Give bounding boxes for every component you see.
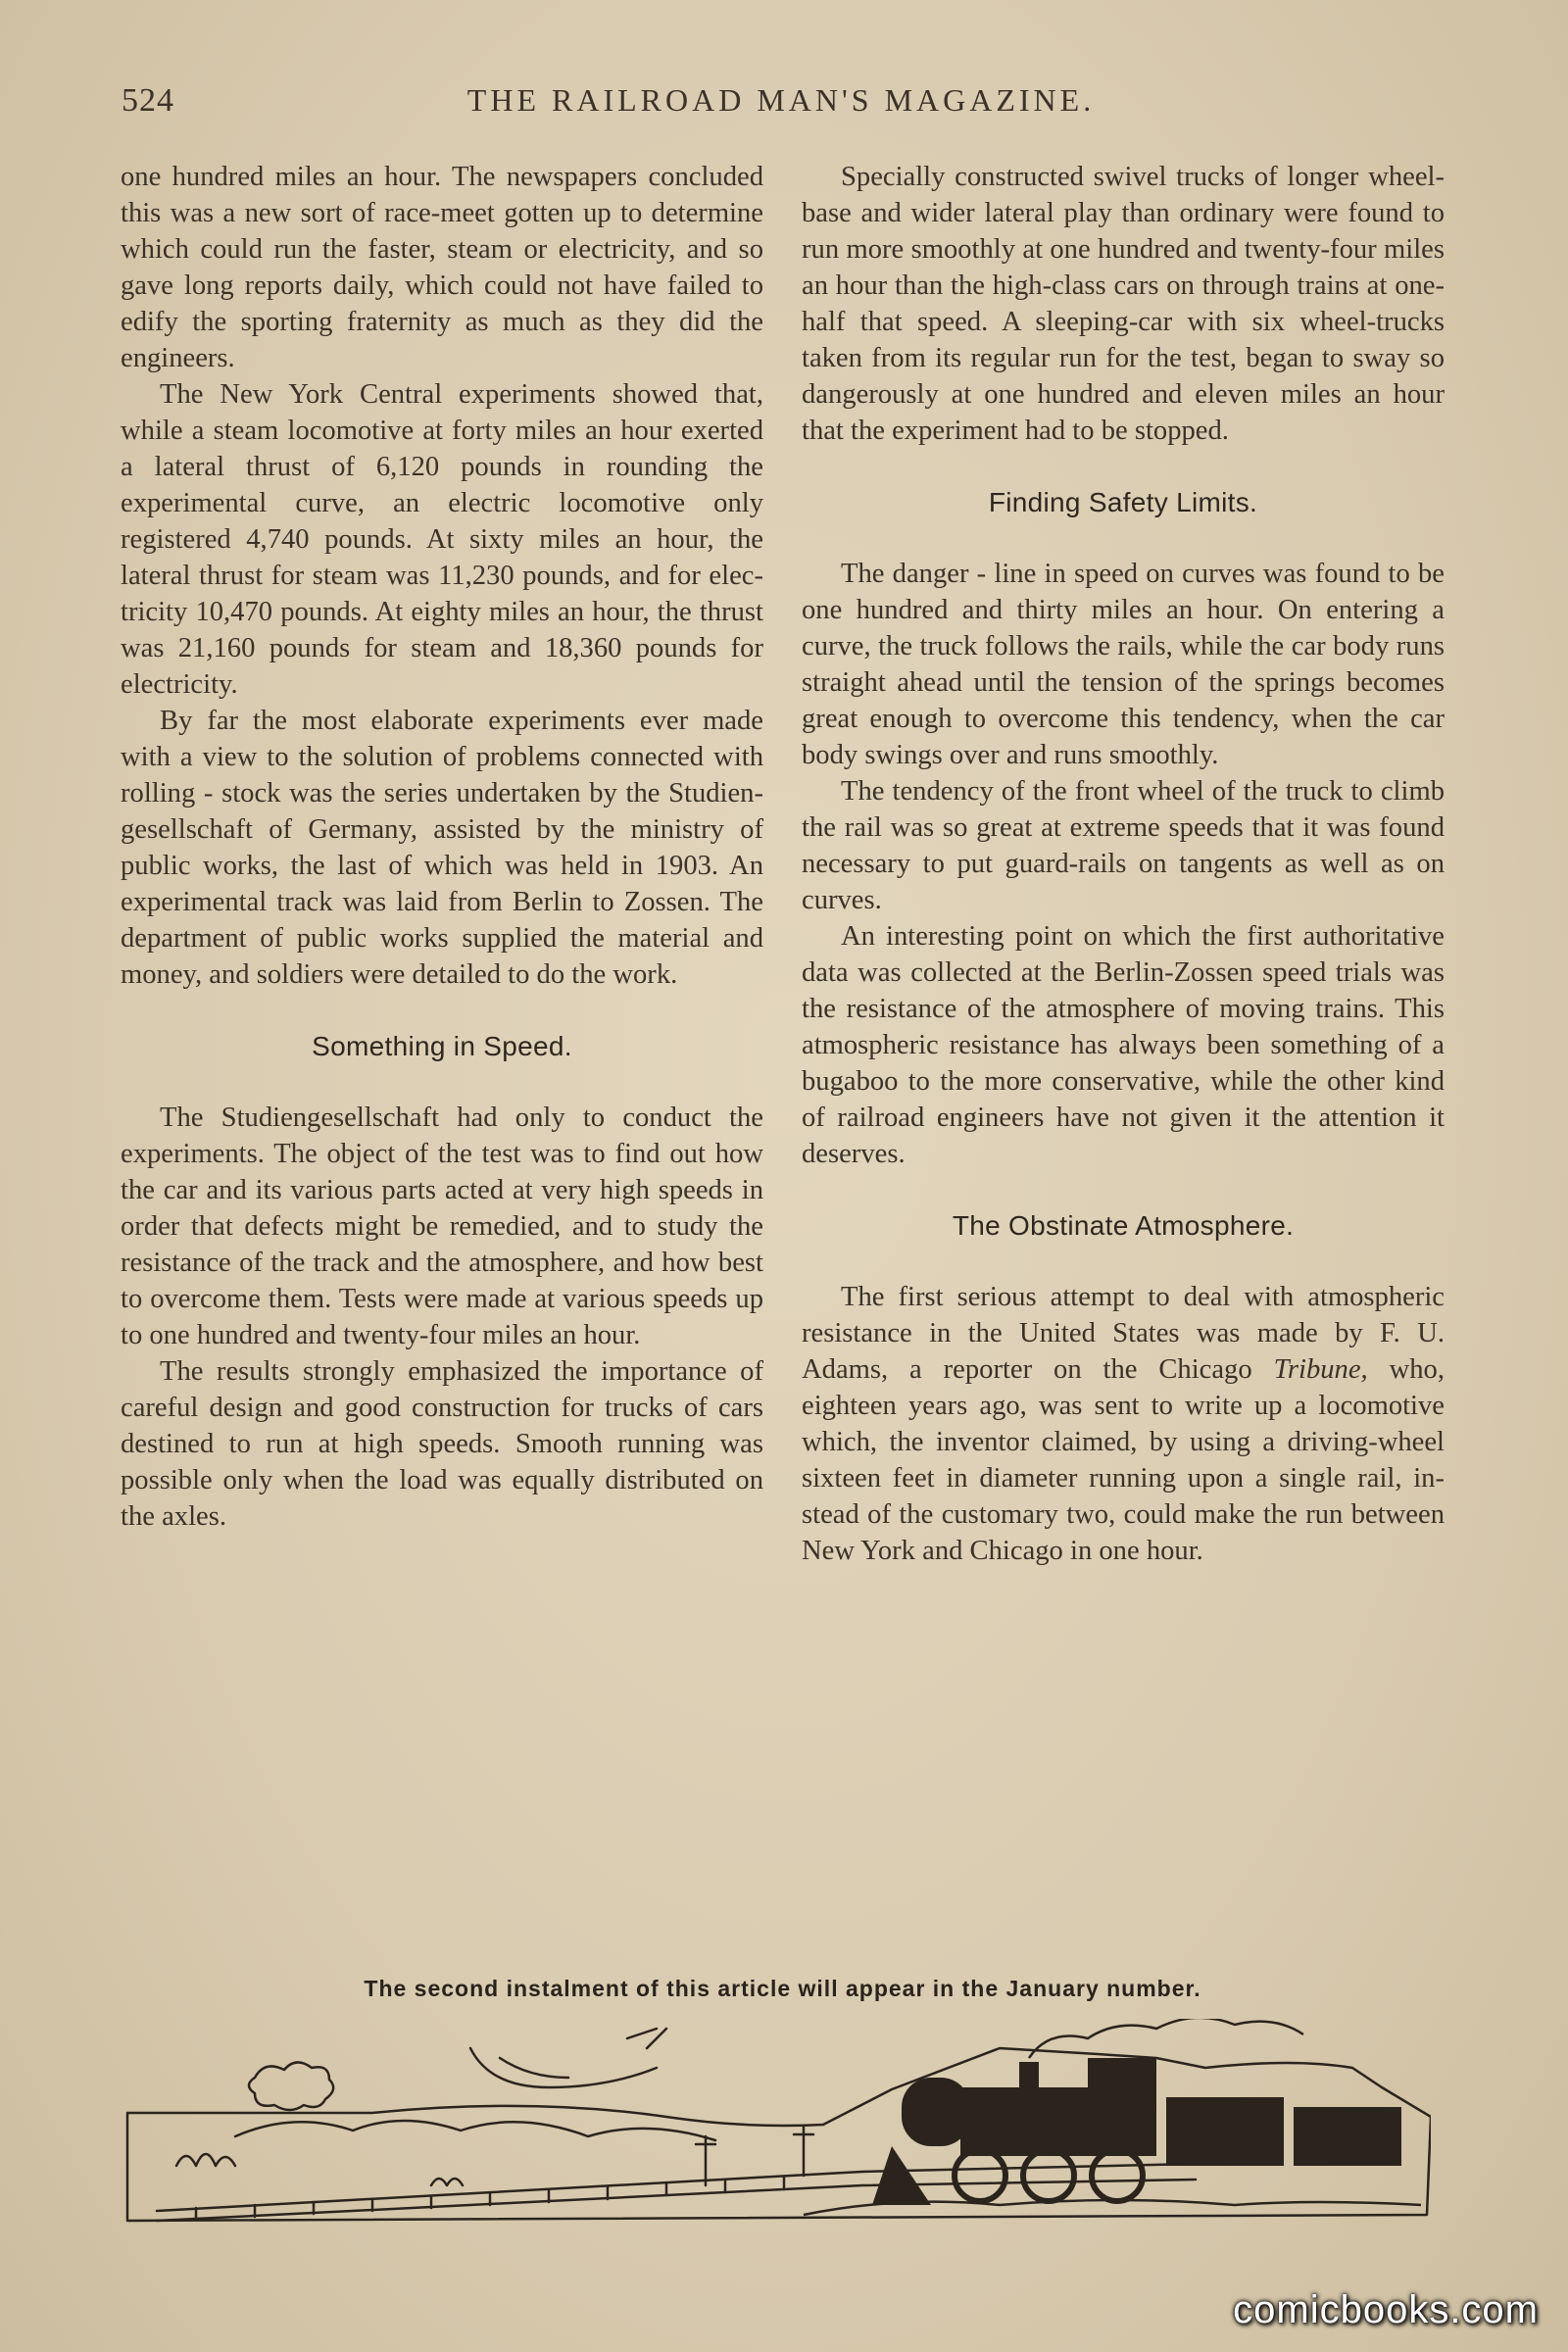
text-run: The first serious attempt to deal with atmospheric resistance in the United States was made by F. U. Adams, a reporter on the Chicago (802, 1282, 1445, 1385)
paragraph: The danger - line in speed on curves was found to be one hundred and thirty miles an hour. On entering a curve, the truck follows the rails, while the car body runs straight ahead until the tension of the springs becomes great enough to overcome this tendency, when the car body swings over and runs smoothly. (802, 559, 1445, 770)
continuation-note: The second instalment of this article will appear in the January number. (364, 1976, 1201, 2001)
right-column (802, 159, 1445, 1569)
bird-flock-icon (470, 2029, 666, 2087)
paragraph: The results strongly emphasized the importance of careful design and good construction for trucks of cars destined to run at high speeds. Smooth running was possible only when the load was equally distributed on the axles. (121, 1356, 763, 1532)
paragraph: The Studiengesellschaft had only to conduct the experiments. The object of the test was to find out how the car and its various parts acted at very high speeds in order that defects might be remedied, and to study the resistance of the track and the atmosphere, and how best to overcome them. Tests were made at various speeds up to one hundred and twenty-four miles an hour. (121, 1102, 763, 1350)
paragraph (802, 1279, 1445, 1569)
paragraph: one hundred miles an hour. The newspapers concluded this was a new sort of race-meet gotten up to determine which could run the faster, steam or electricity, and so gave long reports daily, which could not have failed to edify the sporting fraternity as much as they did the engineers. (121, 162, 763, 373)
paragraph: The New York Central experiments showed that, while a steam locomotive at forty miles an hour exerted a lateral thrust of 6,120 pounds in rounding the experimental curve, an electric locomotive only registered 4,740 pounds. At sixty miles an hour, the lateral thrust for steam was 11,230 pounds, and for electricity 10,470 pounds. At eighty miles an hour, the thrust was 21,160 pounds for steam and 18,360 pounds for electricity. (121, 379, 763, 700)
left-column (121, 159, 763, 1535)
watermark-logo: comicbooks.com (1233, 2288, 1539, 2331)
section-heading: Something in Speed. (312, 1031, 572, 1061)
paragraph: An interesting point on which the first authoritative data was collected at the Berlin-Zossen speed trials was the resistance of the atmosphere of moving trains. This atmospheric resistance has always been something of a bugaboo to the more conservative, while the other kind of railroad engineers have not given it the attention it deserves. (802, 921, 1445, 1169)
paragraph: The tendency of the front wheel of the truck to climb the rail was so great at extreme speeds that it was found necessary to put guard-rails on tangents as well as on curves. (802, 776, 1445, 915)
hills (235, 2121, 715, 2140)
section-heading: Finding Safety Limits. (988, 487, 1258, 517)
bushes (176, 2154, 463, 2185)
train-landscape-illustration (118, 2019, 1431, 2234)
newspaper-name: Tribune, (1273, 1354, 1368, 1385)
page-number: 524 (122, 82, 174, 119)
paragraph: Specially constructed swivel trucks of longer wheel-base and wider lateral play than ordinary were found to run more smoothly at one hundred and twenty-four miles an hour than the high-class cars on through trains at one-half that speed. A sleeping-car with six wheel-trucks taken from its regular run for the test, began to sway so dangerously at one hundred and eleven miles an hour that the experiment had to be stopped. (802, 162, 1445, 446)
page-header (122, 82, 1441, 131)
paragraph: By far the most elaborate experiments ever made with a view to the solution of problems connected with rolling - stock was the series undertaken by the Studiengesellschaft of Germany, assisted by the ministry of public works, the last of which was held in 1903. An experimental track was laid from Berlin to Zossen. The department of public works supplied the material and money, and soldiers were detailed to do the work. (121, 706, 763, 990)
cloud-icon (249, 2062, 333, 2110)
running-title: THE RAILROAD MAN'S MAGAZINE. (466, 82, 1096, 118)
section-heading: The Obstinate Atmosphere. (952, 1210, 1295, 1241)
text-run: who, eighteen years ago, was sent to write up a locomotive which, the inventor claimed, by using a driving-wheel sixteen feet in diameter running upon a single rail, instead of the customary two, could make the run between New York and Chicago in one hour. (802, 1354, 1445, 1566)
